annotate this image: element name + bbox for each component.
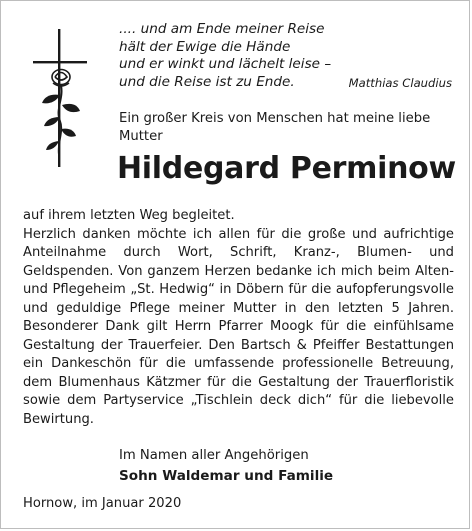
poem-last-line (119, 74, 454, 92)
deceased-name: Hildegard Perminow (117, 151, 456, 186)
place-date: Hornow, im Januar 2020 (23, 496, 182, 511)
poem-line: und die Reise ist zu Ende. (119, 73, 295, 90)
body-text (23, 207, 454, 429)
body-lead: auf ihrem letzten Weg begleitet. (23, 208, 235, 223)
cross-with-rose-icon (31, 27, 89, 173)
poem-line: und er winkt und lächelt leise – (119, 56, 332, 73)
signoff-line: Im Namen aller Angehörigen (119, 448, 309, 463)
poem-line: .... und am Ende meiner Reise (119, 21, 325, 37)
signoff-family: Sohn Waldemar und Familie (119, 468, 334, 484)
poem-line: hält der Ewige die Hände (119, 38, 291, 55)
signoff (119, 445, 333, 487)
intro-text: Ein großer Kreis von Menschen hat meine liebe Mutter (119, 111, 431, 144)
poem-quote (119, 21, 454, 91)
body-thanks: Herzlich danken möchte ich allen für die große und aufrichtige Anteilnahme durch Wort, Schrift, Kranz-, Blumen- und Geldspenden. Von ganzem Herzen bedanke ich mich beim Alten- und Pflegeheim „St. Hedwig“ in Döbern für die aufopferungsvolle und geduldige Pflege meiner Mutter in den letzten 5 Jahren. Besonderer Dank gilt Herrn Pfarrer Moogk für die einfühlsame Gestaltung der Trauerfeier. Den Bartsch & Pfeiffer Bestattungen ein Dankeschön für die umfassende professionelle Betreuung, dem Blumenhaus Kätzmer für die Gestaltung der Trauerfloristik sowie dem Partyservice „Tischlein deck dich“ für die liebevolle Bewirtung. (23, 226, 454, 427)
poem-author: Matthias Claudius (348, 75, 452, 90)
